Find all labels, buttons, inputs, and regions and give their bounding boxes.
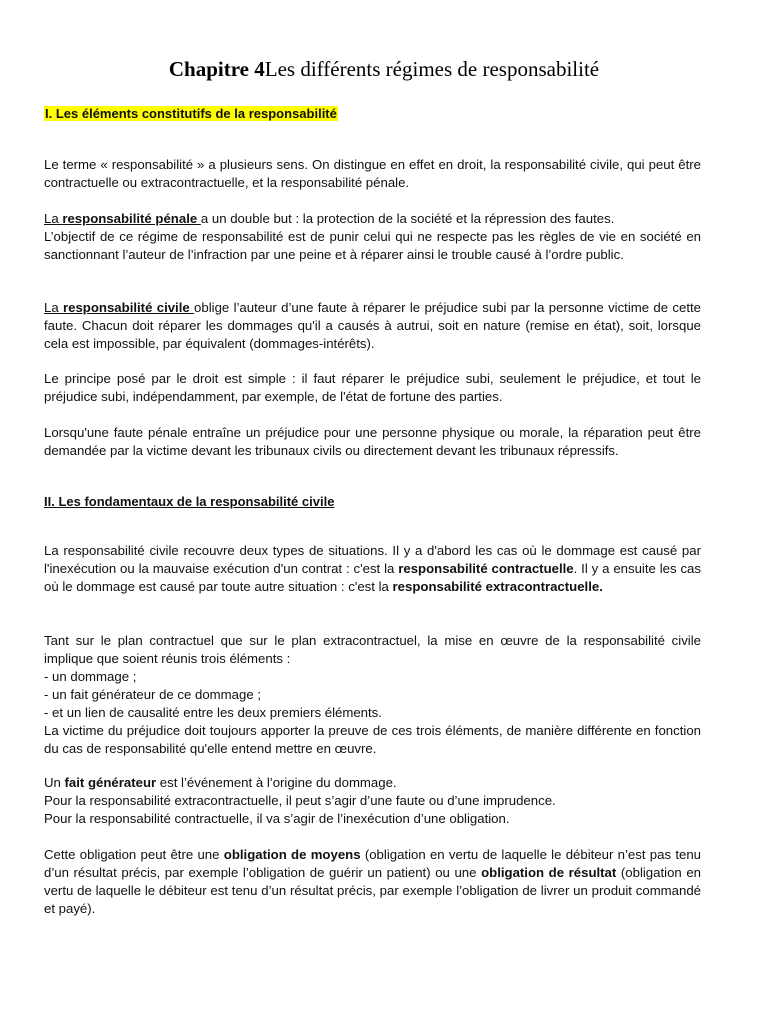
term-responsabilite-extracontractuelle: responsabilité extracontractuelle. xyxy=(392,579,603,594)
paragraph-9 xyxy=(44,774,701,828)
term-obligation-de-resultat: obligation de résultat xyxy=(481,865,617,880)
p10-c: (obligation en vertu de laquelle le débiteur n’est pas tenu d’un résultat précis, par exemple l’obligation de guérir un patient) ou une xyxy=(44,847,701,880)
p6-c: . Il y a ensuite les cas où le dommage est causé par toute autre situation : c'est la xyxy=(44,561,701,594)
title-chapter: Chapitre 4 xyxy=(168,57,265,81)
title-text: Les différents régimes de responsabilité xyxy=(264,57,600,81)
term-responsabilite-civile: responsabilité civile xyxy=(63,300,195,315)
p9-c: est l’événement à l’origine du dommage. xyxy=(156,775,397,790)
term-obligation-de-moyens: obligation de moyens xyxy=(223,847,361,862)
paragraph-2b: L’objectif de ce régime de responsabilité est de punir celui qui ne respecte pas les règles de vie en société en sanctionnant l’auteur de l’infraction par une peine et à réparer ainsi le trouble causé à l’ordre public. xyxy=(44,229,701,262)
section-2-heading xyxy=(44,494,334,510)
p3-lead: La xyxy=(44,300,63,315)
p7-text: Tant sur le plan contractuel que sur le plan extracontractuel, la mise en œuvre de la responsabilité civile implique que soient réunis trois éléments : xyxy=(44,633,701,666)
list-item: - un dommage ; xyxy=(44,669,137,684)
p8-text: La victime du préjudice doit toujours apporter la preuve de ces trois éléments, de manière différente en fonction du cas de responsabilité qu'elle entend mettre en œuvre. xyxy=(44,723,701,756)
p2-rest: a un double but : la protection de la société et la répression des fautes. xyxy=(200,211,615,226)
paragraph-3 xyxy=(44,299,701,353)
list-item: - et un lien de causalité entre les deux premiers éléments. xyxy=(44,705,382,720)
section-2-heading-text: II. Les fondamentaux de la responsabilité civile xyxy=(44,494,335,509)
p6-a: La responsabilité civile recouvre deux types de situations. Il y a d'abord les cas où le dommage est causé par l'inexécution ou la mauvaise exécution d'un contrat : c'est la xyxy=(44,543,701,576)
list-item: - un fait générateur de ce dommage ; xyxy=(44,687,261,702)
p9-a: Un xyxy=(44,775,65,790)
p9-line-3: Pour la responsabilité contractuelle, il va s’agir de l’inexécution d’une obligation. xyxy=(44,811,510,826)
section-1-heading xyxy=(44,106,338,122)
term-responsabilite-penale: responsabilité pénale xyxy=(62,211,201,226)
paragraph-4: Le principe posé par le droit est simple : il faut réparer le préjudice subi, seulement le préjudice, et tout le préjudice subi, indépendamment, par exemple, de l'état de fortune des parties. xyxy=(44,371,701,404)
p3-rest: oblige l’auteur d’une faute à réparer le préjudice subi par la personne victime de cette faute. Chacun doit réparer les dommages qu'il a causés à autrui, soit en nature (remise en état), soit, lorsque cela est impossible, par équivalent (dommages-intérêts). xyxy=(44,300,701,351)
p9-line-2: Pour la responsabilité extracontractuelle, il peut s’agir d’une faute ou d’une imprudence. xyxy=(44,793,556,808)
paragraph-1: Le terme « responsabilité » a plusieurs sens. On distingue en effet en droit, la responsabilité civile, qui peut être contractuelle ou extracontractuelle, et la responsabilité pénale. xyxy=(44,157,701,190)
page-title xyxy=(0,56,768,82)
term-fait-generateur: fait générateur xyxy=(64,775,157,790)
paragraph-6 xyxy=(44,542,701,596)
paragraph-7 xyxy=(44,632,701,758)
paragraph-2 xyxy=(44,210,701,264)
paragraph-10 xyxy=(44,846,701,918)
p10-e: (obligation en vertu de laquelle le débiteur est tenu d’un résultat précis, par exemple l’obligation de livrer un produit commandé et payé). xyxy=(44,865,702,916)
section-1-heading-text: I. Les éléments constitutifs de la responsabilité xyxy=(45,106,337,121)
p10-a: Cette obligation peut être une xyxy=(44,847,224,862)
paragraph-5: Lorsqu'une faute pénale entraîne un préjudice pour une personne physique ou morale, la réparation peut être demandée par la victime devant les tribunaux civils ou directement devant les tribunaux répressifs. xyxy=(44,425,701,458)
term-responsabilite-contractuelle: responsabilité contractuelle xyxy=(398,561,574,576)
p2-lead: La xyxy=(44,211,63,226)
